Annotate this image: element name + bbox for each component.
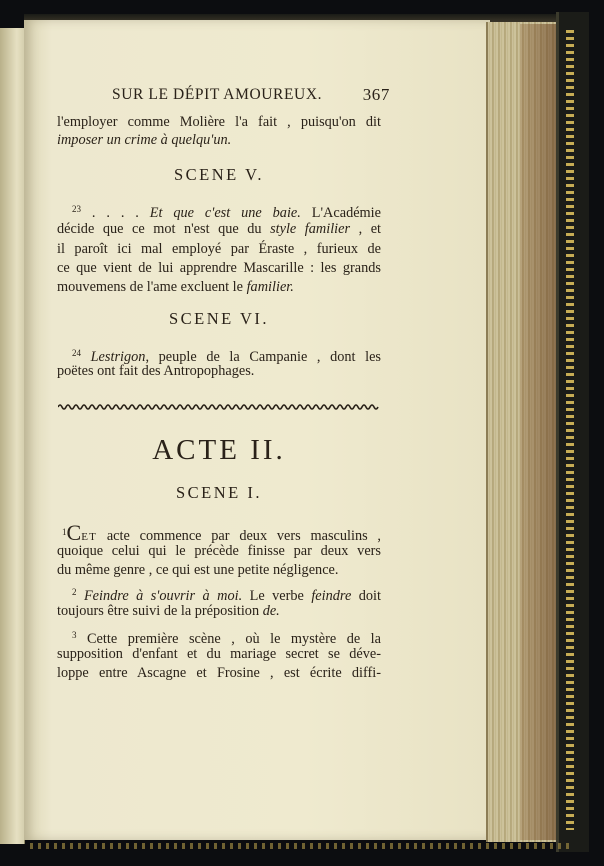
footnote-number: 24 (72, 348, 81, 358)
footnote-number: 1 (62, 527, 67, 537)
text-line (57, 602, 381, 620)
text-span: il paroît ici mal employé par Éraste , furieux de (57, 241, 381, 257)
text-span: l'employer comme Molière l'a fait , puisqu'on dit (57, 114, 381, 130)
running-head (112, 86, 392, 104)
text-span: décide que ce mot n'est que du (57, 221, 262, 237)
text-span-italic: de. (262, 603, 280, 619)
text-span-italic: Lestrigon (90, 349, 146, 365)
text-span-italic: Feindre à s'ouvrir à moi. (83, 588, 243, 604)
gilt-border-decoration (566, 30, 574, 830)
footnote-number: 2 (72, 587, 77, 597)
text-line (57, 278, 381, 296)
footnote-number: 23 (72, 204, 81, 214)
text-span: du même genre , ce qui est une petite négligence. (57, 562, 339, 578)
text-span: L'Académie (300, 205, 381, 221)
text-span-italic: imposer un crime à quelqu'un. (57, 132, 232, 148)
scene-vi-heading: SCENE VI. (168, 309, 270, 328)
text-span: Le verbe (242, 588, 312, 604)
footnote-number: 3 (72, 630, 77, 640)
text-span: acte commence par deux vers masculins , (106, 528, 381, 544)
text-span: toujours être suivi de la préposition (57, 603, 263, 619)
text-span-italic: familier. (246, 279, 294, 295)
text-span: mouvemens de l'ame excluent le (57, 279, 243, 295)
text-span: loppe entre Ascagne et Frosine , est écrite diffi- (57, 665, 381, 681)
wavy-rule-ornament (58, 402, 380, 412)
small-caps-text: ET (81, 531, 98, 543)
text-line (57, 240, 381, 258)
text-line (57, 259, 381, 277)
act-heading: ACTE II. (152, 434, 286, 466)
text-line (57, 113, 381, 131)
running-head-title: SUR LE DÉPIT AMOUREUX. (112, 86, 323, 103)
text-line (57, 561, 381, 579)
text-span-italic: feindre (311, 588, 352, 604)
text-span-italic: Et que c'est une baie. (149, 205, 301, 221)
text-line (57, 362, 381, 380)
text-span: poëtes ont fait des Antropophages. (57, 363, 255, 379)
page-number: 367 (362, 85, 390, 104)
text-line (57, 220, 381, 238)
drop-cap: C (66, 520, 82, 545)
text-span: . . . . (81, 205, 150, 221)
text-line (57, 131, 381, 149)
text-line (72, 200, 381, 222)
text-span: quoique celui qui le précède finisse par deux vers (57, 543, 381, 559)
text-span: doit (351, 588, 381, 604)
text-span: , et (358, 221, 382, 237)
facing-page-edge (0, 28, 25, 844)
text-line (57, 542, 381, 560)
text-line (57, 645, 381, 663)
page-edge-shadow (520, 24, 556, 840)
text-span: ce que vient de lui apprendre Mascarille : les grands (57, 260, 381, 276)
scene-i-heading: SCENE I. (176, 483, 262, 502)
text-span: Cette première scène , où le mystère de la (87, 631, 382, 647)
bottom-gilt-border (30, 843, 570, 849)
text-span: , peuple de la Campanie , dont les (145, 349, 381, 365)
text-line (57, 664, 381, 682)
text-span-italic: style familier (270, 221, 351, 237)
scene-v-heading: SCENE V. (174, 165, 264, 184)
text-span: supposition d'enfant et du mariage secret se déve- (57, 646, 381, 662)
